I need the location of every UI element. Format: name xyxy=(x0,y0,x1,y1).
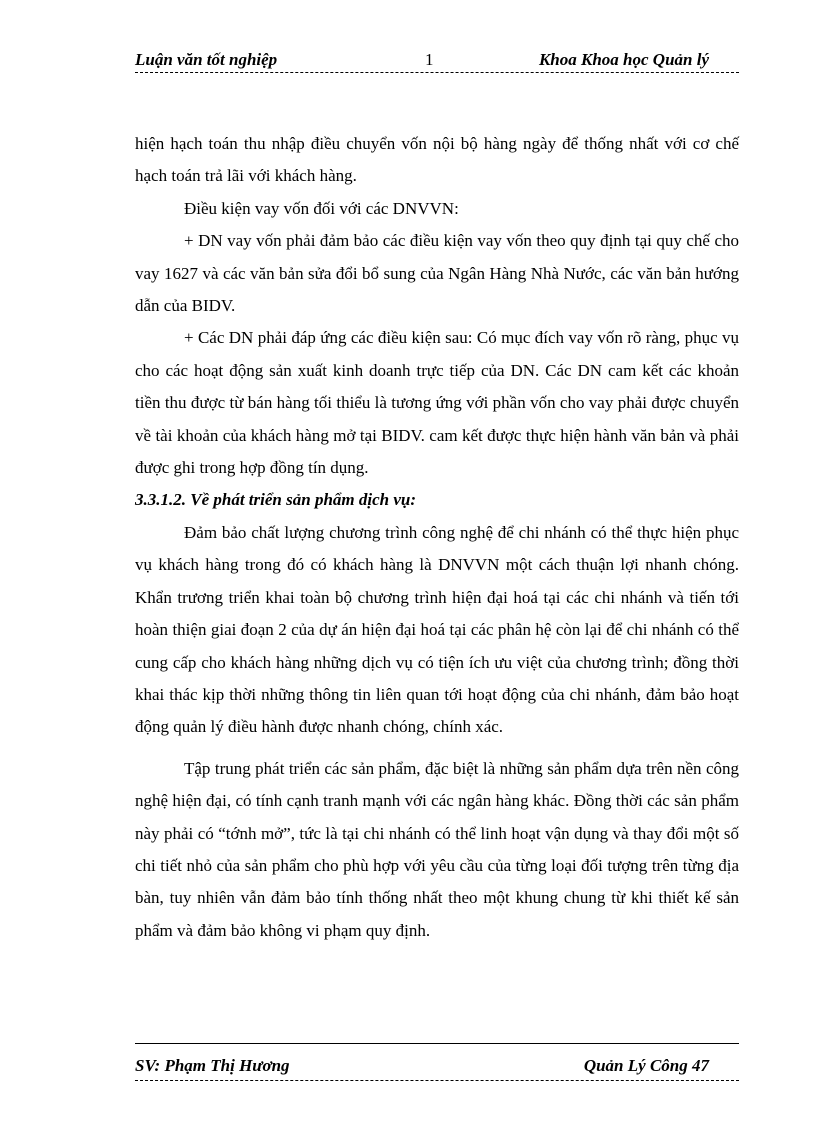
header-thesis-title: Luận văn tốt nghiệp xyxy=(135,50,278,69)
paragraph-4: + Các DN phải đáp ứng các điều kiện sau: Có mục đích vay vốn rõ ràng, phục vụ cho các hoạt động sản xuất kinh doanh trực tiếp của DN. Các DN cam kết các khoản tiền thu được từ bán hàng tối thiểu là tương ứng với phần vốn cho vay phải được chuyển về tài khoản của khách hàng mở tại BIDV. cam kết được thực hiện hành văn bản và phải được ghi trong hợp đồng tín dụng. xyxy=(135,328,739,478)
paragraph-1: hiện hạch toán thu nhập điều chuyển vốn nội bộ hàng ngày để thống nhất với cơ chế hạch toán trả lãi với khách hàng. xyxy=(135,134,739,186)
paragraph-2: Điều kiện vay vốn đối với các DNVVN: xyxy=(184,198,459,218)
page-footer xyxy=(135,1043,739,1082)
header-page-number: 1 xyxy=(425,50,434,69)
page-header xyxy=(135,48,739,73)
footer-divider xyxy=(135,1080,739,1081)
page-body xyxy=(135,128,739,947)
footer-class: Quản Lý Công 47 xyxy=(583,1056,709,1075)
paragraph-3: + DN vay vốn phải đảm bảo các điều kiện vay vốn theo quy định tại quy chế cho vay 1627 và các văn bản sửa đổi bổ sung của Ngân Hàng Nhà Nước, các văn bản hướng dẫn của BIDV. xyxy=(135,231,739,316)
header-faculty: Khoa Khoa học Quản lý xyxy=(538,50,709,69)
footer-student-name: SV: Phạm Thị Hương xyxy=(135,1056,290,1075)
paragraph-5: Đảm bảo chất lượng chương trình công nghệ để chi nhánh có thể thực hiện phục vụ khách hàng trong đó có khách hàng là DNVVN một cách thuận lợi nhanh chóng. Khẩn trương triển khai toàn bộ chương trình hiện đại hoá tại các chi nhánh và tiến tới hoàn thiện giai đoạn 2 của dự án hiện đại hoá tại các phân hệ còn lại để chi nhánh có thể cung cấp cho khách hàng những dịch vụ có tiện ích ưu việt của chương trình; đồng thời khai thác kịp thời những thông tin liên quan tới hoạt động của chi nhánh, đảm bảo hoạt động quản lý điều hành được nhanh chóng, chính xác. xyxy=(135,522,739,737)
section-heading: 3.3.1.2. Về phát triển sản phẩm dịch vụ: xyxy=(135,490,417,510)
paragraph-6: Tập trung phát triển các sản phẩm, đặc biệt là những sản phẩm dựa trên nền công nghệ hiện đại, có tính cạnh tranh mạnh với các ngân hàng khác. Đồng thời các sản phẩm này phải có “tớnh mở”, tức là tại chi nhánh có thể linh hoạt vận dụng và thay đổi một số chi tiết nhỏ của sản phẩm cho phù hợp với yêu cầu của từng loại đối tượng trên từng địa bàn, tuy nhiên vẫn đảm bảo tính thống nhất theo một khung chung từ khi thiết kế sản phẩm và đảm bảo không vi phạm quy định. xyxy=(135,758,739,940)
